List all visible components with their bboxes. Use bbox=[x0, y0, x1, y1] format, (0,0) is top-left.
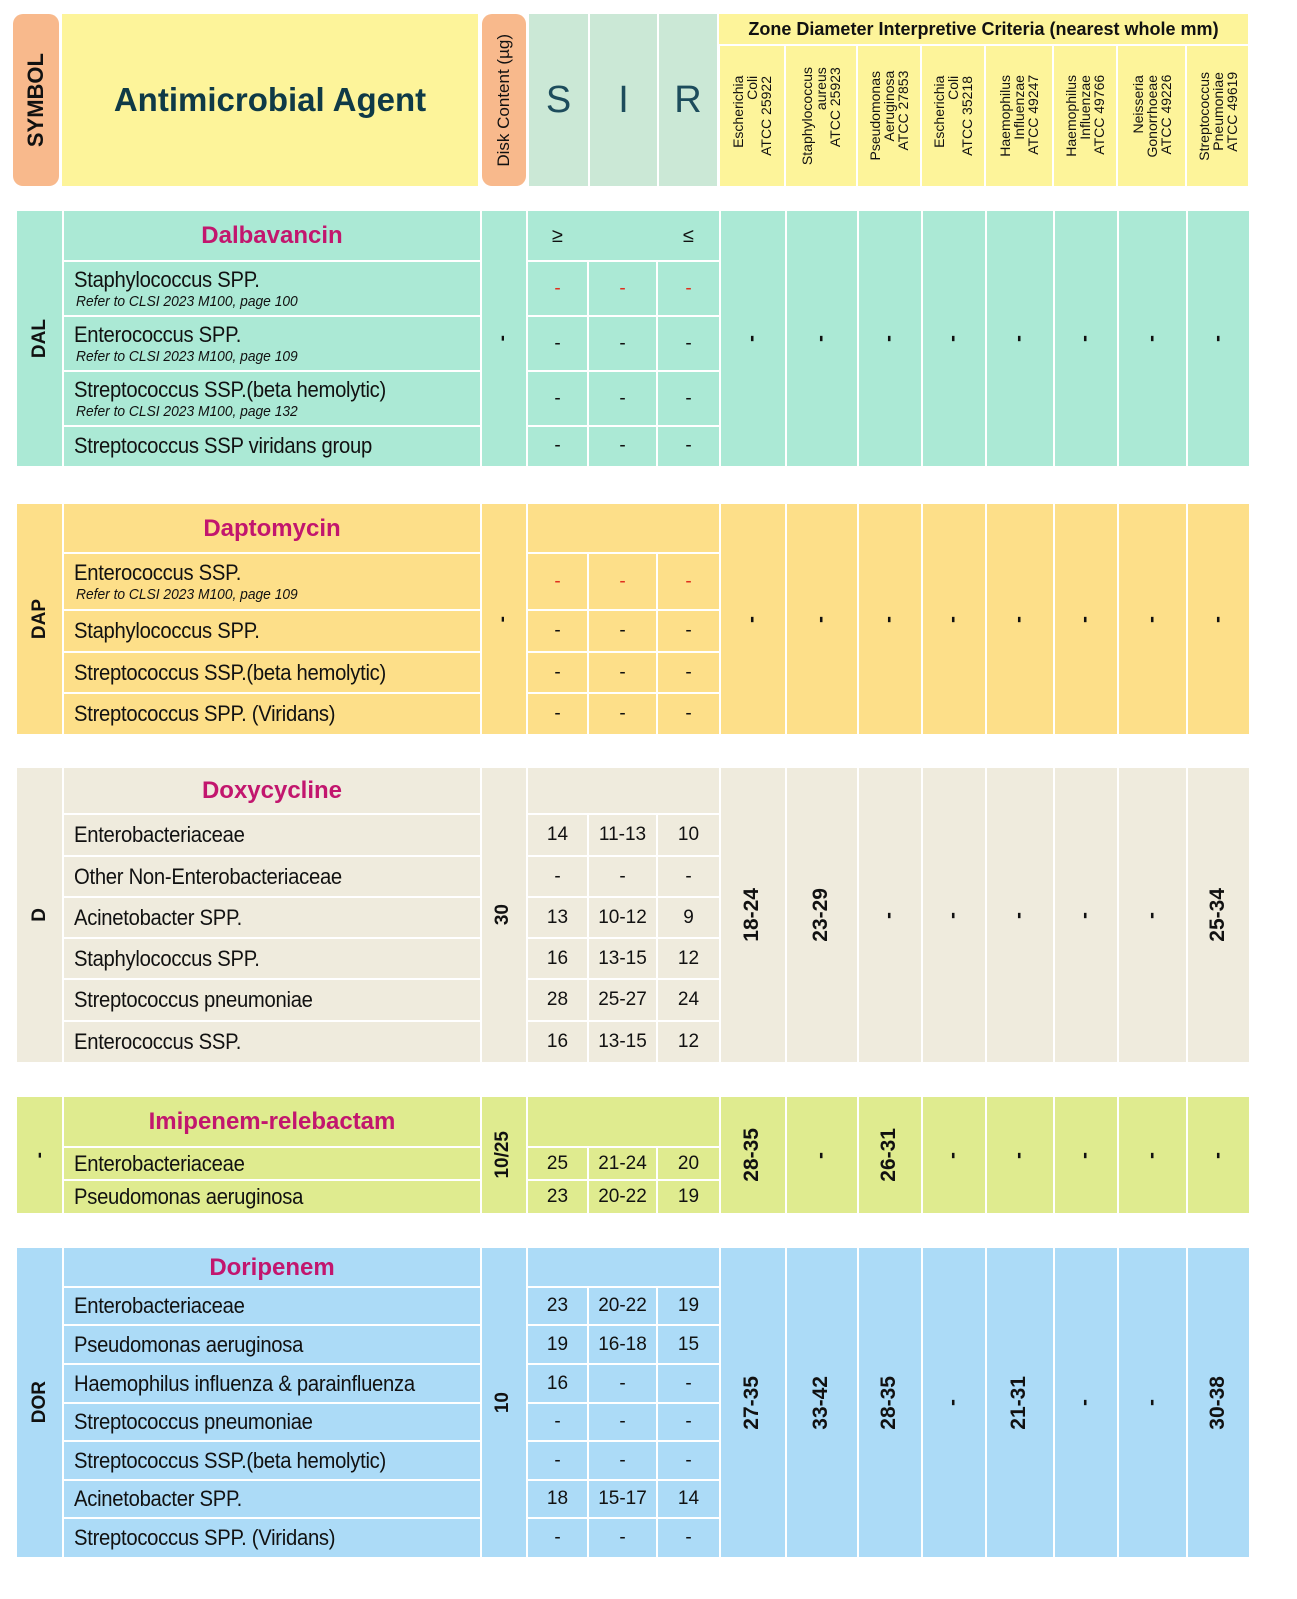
resistant-value: 20 bbox=[677, 1152, 700, 1174]
zone-diameter-value bbox=[985, 211, 1053, 466]
zone-diameter-text: - bbox=[1139, 335, 1163, 342]
resistant-value: - bbox=[685, 620, 692, 641]
organism-name: Streptococcus SSP viridans group bbox=[74, 433, 372, 458]
agent-name: Doripenem bbox=[209, 1253, 335, 1281]
zone-diameter-value bbox=[1186, 1248, 1249, 1557]
zone-diameter-text: - bbox=[1205, 1151, 1229, 1159]
sir-header-i bbox=[589, 1248, 656, 1287]
zone-diameter-value bbox=[921, 211, 985, 466]
susceptible-header: S bbox=[529, 14, 588, 186]
zone-diameter-value bbox=[719, 211, 785, 466]
organism-cell bbox=[64, 938, 490, 979]
zone-diameter-text: - bbox=[1073, 1399, 1096, 1406]
resistant-header: R bbox=[659, 14, 717, 186]
zone-diameter-value bbox=[1053, 211, 1117, 466]
susceptible-value: 18 bbox=[546, 1488, 569, 1509]
resistant-value: - bbox=[685, 1449, 692, 1471]
intermediate-value: - bbox=[619, 1372, 626, 1394]
zone-diameter-value bbox=[857, 504, 921, 734]
organism-cell bbox=[64, 1325, 490, 1364]
intermediate-value: 16-18 bbox=[598, 1333, 647, 1355]
susceptible-value: - bbox=[554, 661, 561, 683]
sir-header-r bbox=[658, 1097, 719, 1147]
zone-diameter-value bbox=[1117, 504, 1186, 734]
intermediate-value: 13-15 bbox=[598, 1030, 647, 1052]
sir-header-i bbox=[589, 211, 656, 261]
qc-strain-header bbox=[720, 46, 784, 186]
intermediate-value: 20-22 bbox=[598, 1185, 647, 1207]
zone-diameter-text: - bbox=[1007, 1151, 1030, 1159]
susceptible-value: 25 bbox=[546, 1152, 569, 1174]
clsi-reference: Refer to CLSI 2023 M100, page 109 bbox=[76, 348, 298, 365]
organism-name: Streptococcus SSP.(beta hemolytic) bbox=[74, 1447, 386, 1473]
sir-header-i bbox=[589, 1097, 656, 1147]
qc-strain-line: ATCC 25923 bbox=[827, 66, 843, 147]
qc-strain-label bbox=[998, 75, 1040, 157]
organism-cell bbox=[64, 1021, 490, 1062]
agent-name: Daptomycin bbox=[203, 514, 341, 542]
susceptible-value: 23 bbox=[546, 1295, 569, 1316]
resistant-value: - bbox=[685, 865, 692, 887]
zone-diameter-text: - bbox=[941, 1151, 964, 1159]
zone-diameter-value bbox=[1053, 1248, 1117, 1557]
sir-header-s bbox=[528, 1248, 587, 1287]
susceptible-value: - bbox=[554, 620, 561, 641]
zone-diameter-text: 28-35 bbox=[740, 1128, 763, 1182]
disk-content-text: 10 bbox=[492, 1391, 513, 1414]
zone-diameter-text: - bbox=[1007, 911, 1030, 919]
susceptible-value: 23 bbox=[546, 1185, 569, 1207]
sir-header-r bbox=[658, 768, 719, 814]
disk-content-text: 30 bbox=[492, 904, 513, 926]
zone-diameter-text: - bbox=[941, 1399, 964, 1406]
organism-cell bbox=[64, 261, 490, 316]
intermediate-value: 25-27 bbox=[598, 989, 647, 1010]
qc-strain-line: Haemophilus bbox=[997, 75, 1013, 157]
zone-diameter-value bbox=[719, 1097, 785, 1213]
resistant-value: 19 bbox=[677, 1295, 700, 1316]
zone-diameter-text: - bbox=[809, 335, 832, 342]
zone-diameter-text: 21-31 bbox=[1007, 1375, 1030, 1430]
qc-strain-line: ATCC 49619 bbox=[1223, 71, 1240, 152]
zone-diameter-value bbox=[785, 504, 857, 734]
sir-header-s bbox=[528, 1097, 587, 1147]
intermediate-value: - bbox=[619, 620, 626, 641]
zone-diameter-value bbox=[857, 1097, 921, 1213]
sir-header-s: ≥ bbox=[552, 224, 563, 247]
zone-diameter-text: - bbox=[740, 335, 763, 342]
disk-content-text: - bbox=[492, 615, 513, 623]
organism-name: Streptococcus SSP.(beta hemolytic) bbox=[74, 377, 386, 402]
clsi-reference: Refer to CLSI 2023 M100, page 132 bbox=[76, 403, 298, 420]
qc-strain-label bbox=[1131, 75, 1173, 158]
intermediate-value: - bbox=[619, 702, 626, 724]
qc-strain-line: Coli bbox=[945, 76, 961, 101]
qc-strain-line: ATCC 25922 bbox=[758, 76, 774, 156]
section-symbol-label: DAP bbox=[28, 598, 50, 640]
zone-diameter-text: 27-35 bbox=[740, 1375, 763, 1430]
sir-header-r bbox=[658, 504, 719, 553]
qc-strain-header bbox=[922, 46, 984, 186]
zone-diameter-value bbox=[1053, 1097, 1117, 1213]
intermediate-value: - bbox=[619, 387, 626, 409]
organism-cell bbox=[64, 1287, 490, 1325]
zone-diameter-value bbox=[985, 768, 1053, 1062]
zone-diameter-value bbox=[921, 1097, 985, 1213]
zone-diameter-text: - bbox=[1073, 911, 1096, 919]
qc-strain-header bbox=[986, 46, 1052, 186]
qc-strain-header bbox=[786, 46, 856, 186]
organism-cell bbox=[64, 1441, 490, 1480]
intermediate-value: 13-15 bbox=[598, 947, 647, 969]
organism-cell bbox=[64, 1364, 490, 1403]
zone-diameter-text: - bbox=[1073, 1151, 1096, 1159]
section-symbol bbox=[17, 1097, 62, 1213]
zone-diameter-text: - bbox=[1139, 911, 1163, 919]
organism-name: Streptococcus SPP. (Viridans) bbox=[74, 1524, 336, 1550]
resistant-value: 9 bbox=[683, 906, 694, 928]
zone-diameter-value bbox=[1053, 504, 1117, 734]
zone-diameter-text: 25-34 bbox=[1205, 888, 1229, 942]
section-symbol bbox=[17, 211, 62, 466]
resistant-value: 24 bbox=[677, 989, 700, 1010]
susceptible-value: - bbox=[554, 277, 561, 299]
organism-name: Enterobacteriaceae bbox=[74, 822, 245, 847]
qc-strain-line: ATCC 27853 bbox=[895, 71, 911, 152]
disk-content-header bbox=[482, 14, 526, 186]
symbol-header-label: SYMBOL bbox=[23, 52, 48, 148]
section-symbol-label: - bbox=[28, 1151, 50, 1159]
zone-diameter-value bbox=[719, 768, 785, 1062]
resistant-value: 12 bbox=[677, 947, 700, 969]
zone-diameter-value bbox=[785, 1248, 857, 1557]
resistant-value: - bbox=[685, 570, 692, 592]
qc-strain-line: Streptococcus bbox=[1195, 71, 1212, 161]
susceptible-value: 16 bbox=[546, 1372, 569, 1394]
zone-diameter-value bbox=[1053, 768, 1117, 1062]
disk-content-text: 10/25 bbox=[492, 1131, 513, 1179]
zone-diameter-text: - bbox=[877, 615, 900, 623]
zone-diameter-value bbox=[857, 768, 921, 1062]
intermediate-value: - bbox=[619, 661, 626, 683]
organism-name: Enterobacteriaceae bbox=[74, 1150, 245, 1176]
qc-strain-line: Gonorrhoeae bbox=[1143, 74, 1160, 158]
qc-strain-line: Influenzae bbox=[1077, 75, 1093, 140]
resistant-value: 15 bbox=[677, 1333, 700, 1355]
qc-strain-line: Escherichia bbox=[730, 76, 746, 149]
resistant-value: - bbox=[685, 702, 692, 724]
qc-strain-line: Coli bbox=[744, 76, 760, 101]
zone-diameter-text: 30-38 bbox=[1205, 1375, 1229, 1430]
resistant-value: - bbox=[685, 1411, 692, 1432]
organism-cell bbox=[64, 1147, 490, 1180]
zone-diameter-text: 23-29 bbox=[809, 888, 832, 942]
zone-diameter-text: - bbox=[941, 615, 964, 623]
section-symbol bbox=[17, 768, 62, 1062]
intermediate-value: - bbox=[619, 332, 626, 354]
section-symbol-label: D bbox=[28, 908, 50, 922]
resistant-value: - bbox=[685, 661, 692, 683]
zone-diameter-value bbox=[1186, 211, 1249, 466]
qc-strain-line: Influenzae bbox=[1011, 75, 1027, 140]
zone-diameter-text: - bbox=[877, 335, 900, 342]
zone-diameter-value bbox=[985, 504, 1053, 734]
intermediate-header: I bbox=[590, 14, 657, 186]
intermediate-value: - bbox=[619, 1526, 626, 1548]
organism-name: Pseudomonas aeruginosa bbox=[74, 1331, 304, 1357]
section-symbol-label: DOR bbox=[28, 1381, 50, 1424]
zone-diameter-value bbox=[719, 504, 785, 734]
qc-strain-line: Escherichia bbox=[931, 76, 947, 149]
intermediate-value: 20-22 bbox=[598, 1295, 647, 1316]
qc-strain-label bbox=[932, 76, 974, 156]
organism-name: Streptococcus SPP. (Viridans) bbox=[74, 700, 336, 726]
sir-header-s bbox=[528, 768, 587, 814]
zone-diameter-text: - bbox=[1139, 1399, 1163, 1406]
resistant-value: - bbox=[685, 435, 692, 456]
resistant-value: - bbox=[685, 332, 692, 354]
intermediate-value: 21-24 bbox=[598, 1152, 647, 1174]
zone-diameter-text: 18-24 bbox=[740, 888, 763, 942]
susceptible-value: - bbox=[554, 1449, 561, 1471]
susceptible-value: - bbox=[554, 1411, 561, 1432]
clsi-reference: Refer to CLSI 2023 M100, page 100 bbox=[76, 293, 298, 310]
intermediate-value: - bbox=[619, 435, 626, 456]
organism-name: Acinetobacter SPP. bbox=[74, 1486, 242, 1511]
zone-diameter-value bbox=[1186, 1097, 1249, 1213]
zone-diameter-text: - bbox=[1139, 1151, 1163, 1159]
intermediate-value: - bbox=[619, 1449, 626, 1471]
intermediate-value: 10-12 bbox=[598, 906, 647, 928]
zone-diameter-text: - bbox=[740, 615, 763, 623]
section-symbol bbox=[17, 504, 62, 734]
resistant-value: 14 bbox=[677, 1488, 700, 1509]
organism-name: Haemophilus influenza & parainfluenza bbox=[74, 1370, 415, 1396]
resistant-value: - bbox=[685, 1372, 692, 1394]
organism-cell bbox=[64, 316, 490, 371]
organism-cell bbox=[64, 897, 490, 938]
organism-cell bbox=[64, 553, 490, 610]
zone-diameter-text: - bbox=[1073, 335, 1096, 342]
organism-name: Acinetobacter SPP. bbox=[74, 904, 242, 930]
zone-diameter-text: 26-31 bbox=[877, 1128, 900, 1182]
zone-diameter-value bbox=[857, 211, 921, 466]
resistant-value: - bbox=[685, 277, 692, 299]
zone-diameter-text: - bbox=[1073, 615, 1096, 623]
qc-strain-line: Neisseria bbox=[1129, 74, 1146, 134]
intermediate-value: - bbox=[619, 865, 626, 887]
disk-content-label: Disk Content (µg) bbox=[494, 33, 513, 167]
sir-header-r: ≤ bbox=[683, 224, 694, 247]
organism-name: Enterococcus SSP. bbox=[74, 1028, 242, 1054]
zone-diameter-value bbox=[1117, 211, 1186, 466]
organism-cell bbox=[64, 426, 490, 466]
susceptible-value: - bbox=[554, 332, 561, 354]
susceptible-value: - bbox=[554, 865, 561, 887]
intermediate-value: 11-13 bbox=[598, 824, 647, 845]
zone-diameter-value bbox=[985, 1097, 1053, 1213]
organism-name: Streptococcus pneumoniae bbox=[74, 987, 313, 1012]
zone-diameter-value bbox=[921, 768, 985, 1062]
sir-header-i bbox=[589, 504, 656, 553]
intermediate-value: 15-17 bbox=[598, 1488, 647, 1509]
qc-strain-line: Staphylococcus bbox=[799, 66, 815, 166]
zone-diameter-text: - bbox=[1007, 615, 1030, 623]
qc-strain-line: Aeruginosa bbox=[881, 71, 897, 143]
qc-strain-header bbox=[858, 46, 920, 186]
resistant-value: 10 bbox=[677, 824, 700, 845]
zone-diameter-value bbox=[1117, 1248, 1186, 1557]
organism-name: Streptococcus SSP.(beta hemolytic) bbox=[74, 659, 386, 685]
organism-cell bbox=[64, 610, 490, 652]
organism-cell bbox=[64, 371, 490, 426]
zone-diameter-text: - bbox=[1205, 335, 1229, 342]
qc-strain-label bbox=[1064, 75, 1106, 157]
symbol-header bbox=[13, 14, 59, 186]
resistant-value: - bbox=[685, 387, 692, 409]
susceptible-value: - bbox=[554, 435, 561, 456]
zone-diameter-text: 33-42 bbox=[809, 1375, 832, 1430]
zone-diameter-value bbox=[857, 1248, 921, 1557]
zone-diameter-text: 28-35 bbox=[877, 1375, 900, 1430]
intermediate-value: - bbox=[619, 277, 626, 299]
zone-diameter-text: - bbox=[809, 1151, 832, 1159]
susceptible-value: - bbox=[554, 702, 561, 724]
organism-cell bbox=[64, 814, 490, 856]
zone-criteria-title: Zone Diameter Interpretive Criteria (nearest whole mm) bbox=[719, 14, 1248, 44]
organism-cell bbox=[64, 856, 490, 897]
organism-cell bbox=[64, 693, 490, 734]
zone-diameter-text: - bbox=[941, 911, 964, 919]
qc-strain-line: ATCC 49247 bbox=[1025, 75, 1041, 156]
qc-strain-line: Pseudomonas bbox=[867, 71, 883, 161]
intermediate-value: - bbox=[619, 1411, 626, 1432]
susceptible-value: - bbox=[554, 570, 561, 592]
section-symbol bbox=[17, 1248, 62, 1557]
organism-name: Streptococcus pneumoniae bbox=[74, 1409, 313, 1434]
qc-strain-header bbox=[1054, 46, 1116, 186]
qc-strain-line: ATCC 35218 bbox=[959, 76, 975, 156]
zone-diameter-value bbox=[921, 504, 985, 734]
agent-name: Doxycycline bbox=[201, 777, 343, 804]
disk-content-text: - bbox=[492, 335, 513, 342]
agent-name: Imipenem-relebactam bbox=[148, 1108, 396, 1135]
susceptible-value: 28 bbox=[546, 989, 569, 1010]
organism-name: Enterobacteriaceae bbox=[74, 1293, 245, 1318]
zone-diameter-value bbox=[1117, 768, 1186, 1062]
zone-diameter-text: - bbox=[1007, 335, 1030, 342]
resistant-value: 19 bbox=[677, 1185, 700, 1207]
zone-diameter-value bbox=[1117, 1097, 1186, 1213]
organism-cell bbox=[64, 1180, 490, 1213]
qc-strain-header bbox=[1187, 46, 1248, 186]
organism-cell bbox=[64, 1518, 490, 1557]
qc-strain-line: Haemophilus bbox=[1063, 75, 1079, 157]
zone-diameter-value bbox=[985, 1248, 1053, 1557]
zone-diameter-text: - bbox=[1205, 615, 1229, 623]
agent-header: Antimicrobial Agent bbox=[62, 14, 478, 186]
susceptible-value: 19 bbox=[546, 1333, 569, 1355]
organism-name: Staphylococcus SPP. bbox=[74, 267, 260, 292]
section-symbol-label: DAL bbox=[28, 318, 50, 359]
organism-cell bbox=[64, 1403, 490, 1441]
intermediate-value: - bbox=[619, 570, 626, 592]
sir-header-s bbox=[528, 504, 587, 553]
qc-strain-label bbox=[800, 67, 842, 165]
organism-name: Pseudomonas aeruginosa bbox=[74, 1183, 304, 1209]
qc-strain-label bbox=[868, 71, 910, 161]
agent-name: Dalbavancin bbox=[201, 222, 343, 249]
qc-strain-header bbox=[1118, 46, 1185, 186]
susceptible-value: 16 bbox=[546, 1030, 569, 1052]
organism-cell bbox=[64, 979, 490, 1021]
zone-diameter-text: - bbox=[877, 911, 900, 919]
qc-strain-label bbox=[731, 76, 773, 156]
organism-name: Enterococcus SSP. bbox=[74, 560, 242, 585]
clsi-reference: Refer to CLSI 2023 M100, page 109 bbox=[76, 586, 298, 603]
zone-diameter-text: - bbox=[1139, 615, 1163, 623]
qc-strain-line: aureus bbox=[813, 66, 829, 110]
zone-diameter-value bbox=[785, 211, 857, 466]
organism-name: Other Non-Enterobacteriaceae bbox=[74, 863, 342, 889]
susceptible-value: 14 bbox=[546, 824, 569, 845]
resistant-value: 12 bbox=[677, 1030, 700, 1052]
resistant-value: - bbox=[685, 1526, 692, 1548]
sir-header-i bbox=[589, 768, 656, 814]
organism-cell bbox=[64, 1480, 490, 1518]
susceptible-value: 13 bbox=[546, 906, 569, 928]
susceptible-value: - bbox=[554, 1526, 561, 1548]
qc-strain-line: ATCC 49226 bbox=[1157, 74, 1174, 155]
susceptible-value: 16 bbox=[546, 947, 569, 969]
qc-strain-line: ATCC 49766 bbox=[1091, 75, 1107, 156]
zone-diameter-value bbox=[785, 768, 857, 1062]
zone-diameter-text: - bbox=[941, 335, 964, 342]
qc-strain-label bbox=[1197, 72, 1239, 161]
zone-diameter-value bbox=[1186, 504, 1249, 734]
organism-name: Staphylococcus SPP. bbox=[74, 618, 260, 643]
susceptible-value: - bbox=[554, 387, 561, 409]
qc-strain-line: Pneumoniae bbox=[1209, 71, 1226, 151]
sir-header-r bbox=[658, 1248, 719, 1287]
zone-diameter-value bbox=[785, 1097, 857, 1213]
organism-name: Enterococcus SPP. bbox=[74, 322, 242, 347]
zone-diameter-text: - bbox=[809, 615, 832, 623]
zone-diameter-value bbox=[1186, 768, 1249, 1062]
zone-diameter-value bbox=[921, 1248, 985, 1557]
organism-cell bbox=[64, 652, 490, 693]
organism-name: Staphylococcus SPP. bbox=[74, 945, 260, 971]
zone-diameter-value bbox=[719, 1248, 785, 1557]
